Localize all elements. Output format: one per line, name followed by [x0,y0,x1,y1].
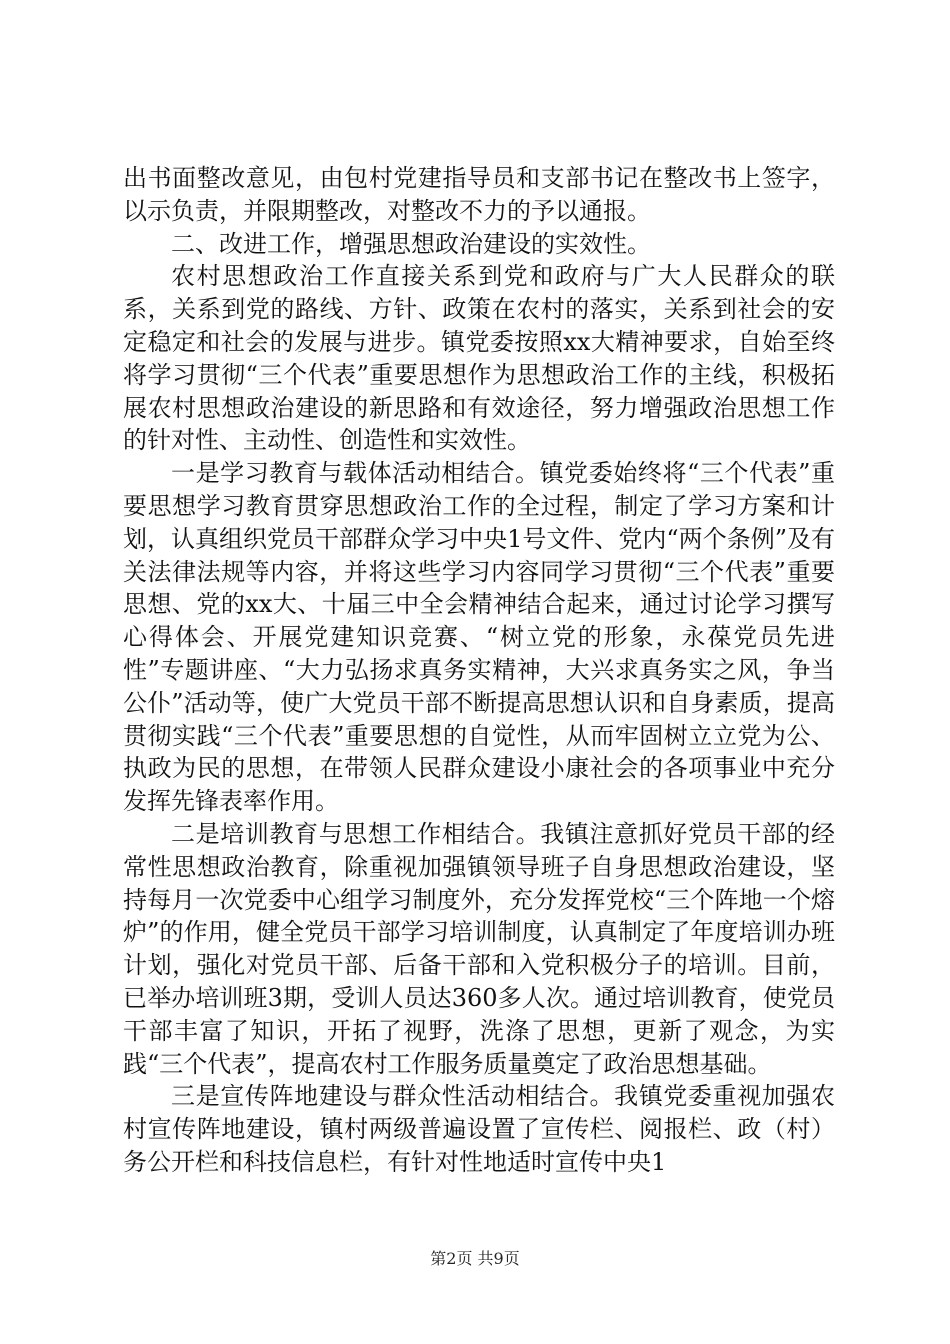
paragraph-3: 农村思想政治工作直接关系到党和政府与广大人民群众的联系，关系到党的路线、方针、政策在农村的落实，关系到社会的安定稳定和社会的发展与进步。镇党委按照xx大精神要求，自始至终将学习贯彻“三个代表”重要思想作为思想政治工作的主线，积极拓展农村思想政治建设的新思路和有效途径，努力增强政治思想工作的针对性、主动性、创造性和实效性。 [123,262,835,455]
paragraph-4: 一是学习教育与载体活动相结合。镇党委始终将“三个代表”重要思想学习教育贯穿思想政治工作的全过程，制定了学习方案和计划，认真组织党员干部群众学习中央1号文件、党内“两个条例”及有关法律法规等内容，并将这些学习内容同学习贯彻“三个代表”重要思想、党的xx大、十届三中全会精神结合起来，通过讨论学习撰写心得体会、开展党建知识竞赛、“树立党的形象，永葆党员先进性”专题讲座、“大力弘扬求真务实精神，大兴求真务实之风，争当公仆”活动等，使广大党员干部不断提高思想认识和自身素质，提高贯彻实践“三个代表”重要思想的自觉性，从而牢固树立立党为公、执政为民的思想，在带领人民群众建设小康社会的各项事业中充分发挥先锋表率作用。 [123,459,835,816]
paragraph-6: 三是宣传阵地建设与群众性活动相结合。我镇党委重视加强农村宣传阵地建设，镇村两级普遍设置了宣传栏、阅报栏、政（村）务公开栏和科技信息栏，有针对性地适时宣传中央1 [123,1082,835,1176]
document-body [123,162,835,1179]
paragraph-1: 出书面整改意见，由包村党建指导员和支部书记在整改书上签字，以示负责，并限期整改，对整改不力的予以通报。 [123,164,835,225]
page-footer: 第2页 共9页 [430,1249,520,1268]
paragraph-2-heading: 二、改进工作，增强思想政治建设的实效性。 [171,229,651,258]
paragraph-5: 二是培训教育与思想工作相结合。我镇注意抓好党员干部的经常性思想政治教育，除重视加强镇领导班子自身思想政治建设，坚持每月一次党委中心组学习制度外，充分发挥党校“三个阵地一个熔炉”的作用，健全党员干部学习培训制度，认真制定了年度培训办班计划，强化对党员干部、后备干部和入党积极分子的培训。目前，已举办培训班3期，受训人员达360多人次。通过培训教育，使党员干部丰富了知识，开拓了视野，洗涤了思想，更新了观念，为实践“三个代表”，提高农村工作服务质量奠定了政治思想基础。 [123,819,835,1078]
